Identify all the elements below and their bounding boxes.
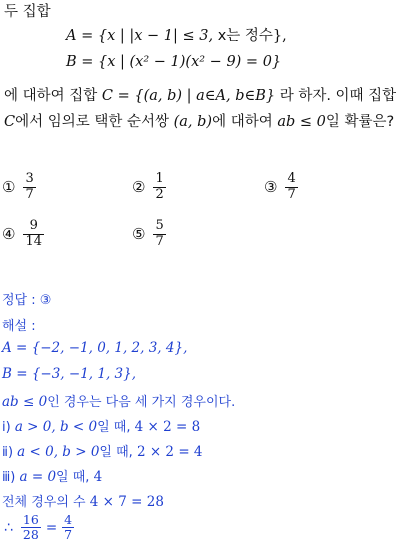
total-calc: 4 × 7 = 28 — [89, 494, 164, 510]
line4-inequality: ab ≤ 0 — [277, 114, 326, 130]
choice-3[interactable] — [264, 172, 298, 203]
line4-pair: (a, b) — [173, 114, 213, 130]
solution-case-1 — [2, 416, 200, 435]
case-3-label: ⅲ) — [2, 470, 16, 485]
case-1-calc: 4 × 2 = 8 — [134, 419, 201, 435]
problem-intro: 두 집합 — [4, 4, 51, 20]
answer-label: 정답 : ③ — [2, 293, 52, 308]
choice-2-mark: ② — [132, 178, 146, 197]
choice-2[interactable] — [132, 172, 166, 203]
solution-case-3 — [2, 466, 102, 485]
solution-condition — [2, 391, 235, 410]
choice-3-mark: ③ — [264, 178, 278, 197]
solution-set-a — [2, 340, 187, 356]
set-a-end: }, — [272, 28, 287, 44]
choice-1-mark: ① — [2, 178, 16, 197]
line4-set-c: C — [4, 114, 16, 130]
line4-text-post: 일 확률은? — [325, 114, 395, 130]
choice-1[interactable] — [2, 172, 36, 203]
case-2-calc: 2 × 2 = 4 — [136, 444, 203, 460]
final-fraction-2: $\frac{4}{7}$ — [64, 512, 73, 543]
line4-text-mid: 에서 임의로 택한 순서쌍 — [15, 114, 170, 130]
choice-5-fraction: $\frac{5}{7}$ — [155, 218, 164, 249]
line3-text-pre: 에 대하여 집합 — [4, 88, 98, 104]
case-2-math: a < 0, b > 0 — [17, 444, 100, 460]
final-fraction-1: $\frac{16}{28}$ — [22, 512, 39, 543]
solution-case-2 — [2, 441, 203, 460]
case-1-math: a > 0, b < 0 — [14, 419, 98, 435]
solution-set-b-math: B = {−3, −1, 1, 3}, — [2, 366, 137, 382]
choice-2-fraction: $\frac{1}{2}$ — [155, 171, 164, 202]
problem-line-4 — [4, 110, 394, 131]
therefore-symbol: ∴ — [4, 519, 13, 536]
explanation-label: 해설 : — [2, 319, 36, 334]
set-b-definition — [66, 54, 281, 70]
line4-text-mid2: 에 대하여 — [212, 114, 273, 130]
total-text: 전체 경우의 수 — [2, 495, 86, 510]
choice-1-fraction: $\frac{3}{7}$ — [25, 171, 34, 202]
choice-4-fraction: $\frac{9}{14}$ — [25, 218, 42, 249]
case-3-text: 일 때, — [56, 470, 90, 485]
problem-line-3 — [4, 84, 396, 105]
solution-set-a-math: A = {−2, −1, 0, 1, 2, 3, 4}, — [2, 340, 188, 356]
set-c-math: C = {(a, b) | a∈A, b∈B} — [101, 88, 276, 104]
final-equals: = — [45, 519, 58, 536]
case-1-label: ⅰ) — [2, 420, 11, 435]
choice-5-mark: ⑤ — [132, 225, 146, 244]
choice-5[interactable] — [132, 219, 166, 250]
solution-set-b — [2, 366, 136, 382]
choice-4[interactable] — [2, 219, 44, 250]
condition-text: 인 경우는 다음 세 가지 경우이다. — [47, 395, 236, 410]
condition-math: ab ≤ 0 — [2, 394, 48, 410]
set-b-math: B = {x | (x² − 1)(x² − 9) = 0} — [66, 54, 282, 70]
choice-4-mark: ④ — [2, 225, 16, 244]
line3-text-post: 라 하자. 이때 집합 — [279, 88, 397, 104]
case-1-text: 일 때, — [97, 420, 131, 435]
choice-3-fraction: $\frac{4}{7}$ — [287, 171, 296, 202]
set-a-condition: x는 정수 — [217, 28, 273, 44]
case-3-calc: 4 — [93, 469, 103, 485]
case-2-text: 일 때, — [99, 445, 133, 460]
set-a-math: A = {x | |x − 1| ≤ 3, — [66, 28, 214, 44]
case-2-label: ⅱ) — [2, 445, 14, 460]
solution-total — [2, 491, 164, 510]
set-a-definition — [66, 24, 287, 45]
case-3-math: a = 0 — [19, 469, 57, 485]
solution-final — [4, 513, 74, 543]
